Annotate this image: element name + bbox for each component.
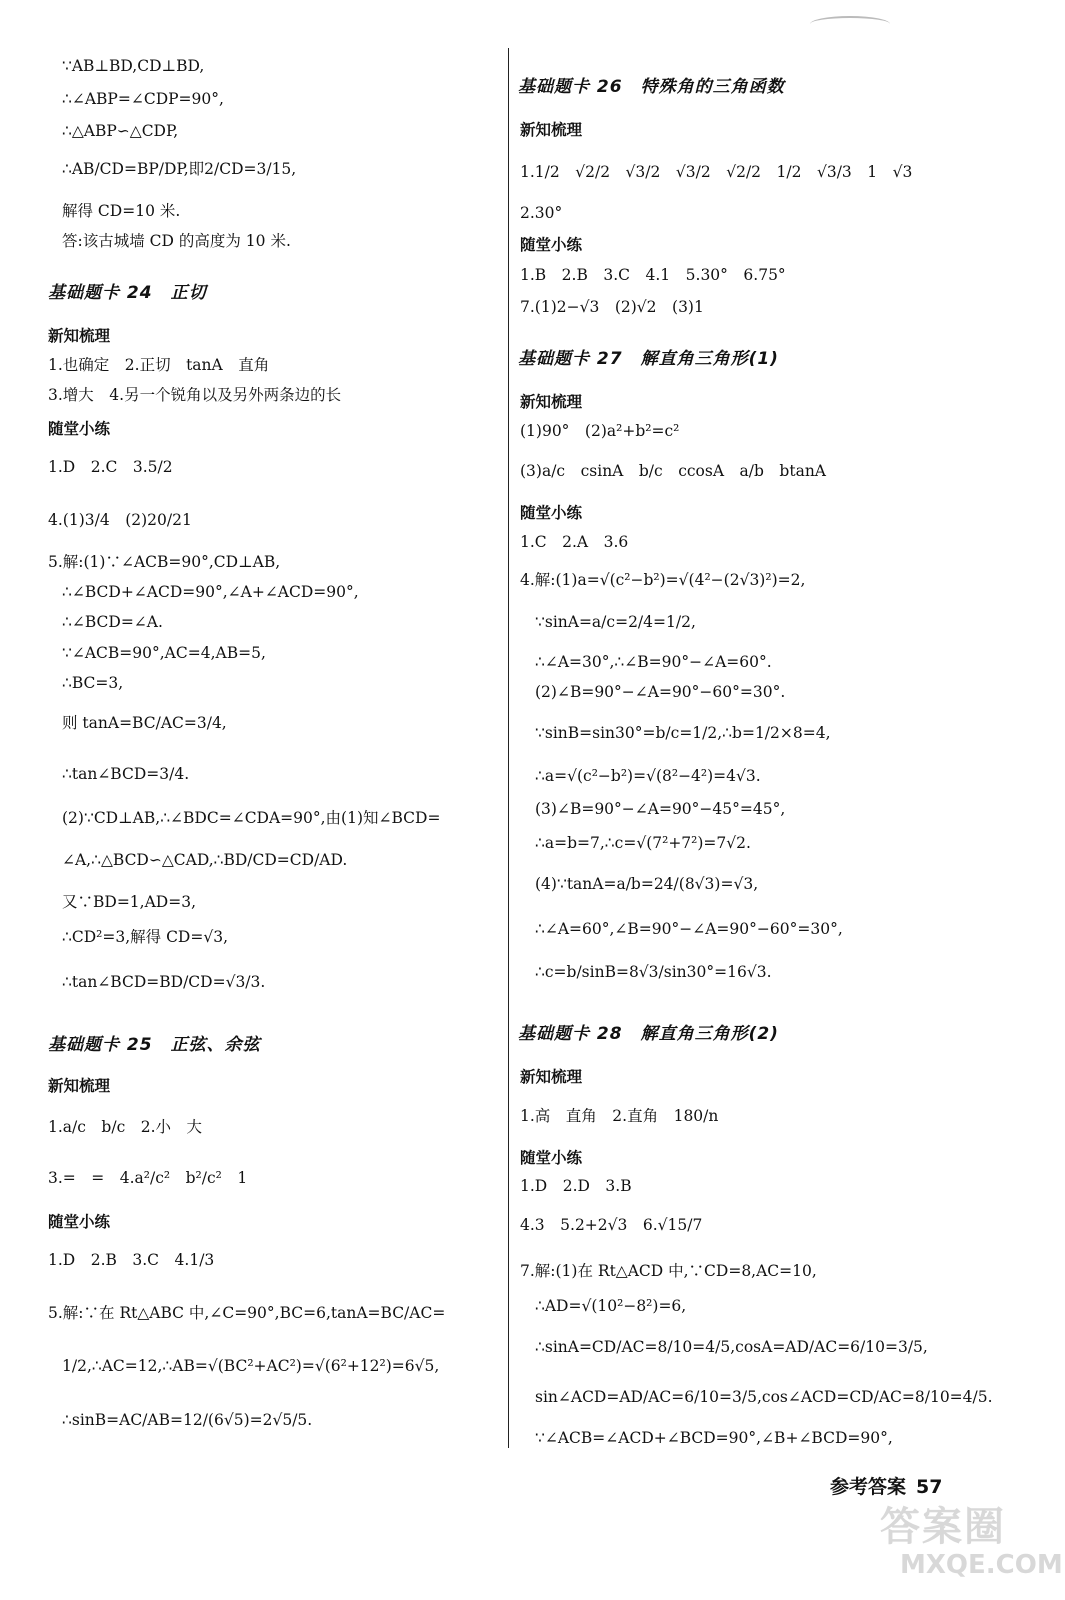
text-line: (2)∵CD⊥AB,∴∠BDC=∠CDA=90°,由(1)知∠BCD=	[62, 809, 441, 827]
text-line: ∴∠ABP=∠CDP=90°,	[62, 90, 224, 108]
text-line: ∴∠A=60°,∠B=90°−∠A=90°−60°=30°,	[535, 920, 843, 938]
text-line: 解得 CD=10 米.	[62, 202, 181, 220]
text-line: 1.也确定 2.正切 tanA 直角	[48, 356, 270, 374]
text-line: 1.a/c b/c 2.小 大	[48, 1118, 203, 1136]
text-line: 1.C 2.A 3.6	[520, 533, 629, 551]
text-line: 答:该古城墙 CD 的高度为 10 米.	[62, 232, 291, 250]
section-heading: 新知梳理	[520, 121, 583, 139]
page-number: 57	[916, 1476, 943, 1498]
text-line: 3.= = 4.a²/c² b²/c² 1	[48, 1169, 248, 1187]
text-line: ∴tan∠BCD=BD/CD=√3/3.	[62, 973, 266, 991]
text-line: ∴a=√(c²−b²)=√(8²−4²)=4√3.	[535, 767, 761, 785]
text-line: ∴sinA=CD/AC=8/10=4/5,cosA=AD/AC=6/10=3/5,	[535, 1338, 928, 1356]
text-line: (3)a/c csinA b/c ccosA a/b btanA	[520, 462, 826, 480]
text-line: ∴CD²=3,解得 CD=√3,	[62, 928, 229, 946]
card-25-title: 基础题卡 25 正弦、余弦	[48, 1035, 261, 1055]
text-line: (4)∵tanA=a/b=24/(8√3)=√3,	[535, 875, 759, 893]
text-line: 5.解:(1)∵∠ACB=90°,CD⊥AB,	[48, 553, 281, 571]
section-heading: 新知梳理	[48, 327, 111, 345]
text-line: (3)∠B=90°−∠A=90°−45°=45°,	[535, 800, 786, 818]
watermark-url: MXQE.COM	[900, 1550, 1063, 1580]
text-line: 4.3 5.2+2√3 6.√15/7	[520, 1216, 703, 1234]
text-line: ∴sinB=AC/AB=12/(6√5)=2√5/5.	[62, 1411, 313, 1429]
text-line: ∵AB⊥BD,CD⊥BD,	[62, 57, 205, 75]
text-line: ∴tan∠BCD=3/4.	[62, 765, 190, 783]
text-line: 1.D 2.D 3.B	[520, 1177, 632, 1195]
text-line: 7.(1)2−√3 (2)√2 (3)1	[520, 298, 704, 316]
text-line: ∵sinB=sin30°=b/c=1/2,∴b=1/2×8=4,	[535, 724, 831, 742]
card-24-title: 基础题卡 24 正切	[48, 283, 207, 303]
text-line: 1.D 2.B 3.C 4.1/3	[48, 1251, 215, 1269]
column-divider	[508, 48, 509, 1448]
text-line: ∴△ABP∽△CDP,	[62, 122, 179, 140]
section-heading: 新知梳理	[520, 1068, 583, 1086]
card-28-title: 基础题卡 28 解直角三角形(2)	[518, 1024, 779, 1044]
text-line: ∴c=b/sinB=8√3/sin30°=16√3.	[535, 963, 772, 981]
section-heading: 随堂小练	[520, 504, 583, 522]
top-decoration	[810, 16, 890, 32]
watermark-logo: 答案圈	[880, 1504, 1006, 1550]
text-line: ∴AD=√(10²−8²)=6,	[535, 1297, 687, 1315]
section-heading: 新知梳理	[520, 393, 583, 411]
section-heading: 随堂小练	[520, 236, 583, 254]
text-line: sin∠ACD=AD/AC=6/10=3/5,cos∠ACD=CD/AC=8/10=4/5.	[535, 1388, 993, 1406]
text-line: 1.D 2.C 3.5/2	[48, 458, 173, 476]
card-27-title: 基础题卡 27 解直角三角形(1)	[518, 349, 779, 369]
text-line: 7.解:(1)在 Rt△ACD 中,∵CD=8,AC=10,	[520, 1262, 817, 1280]
text-line: ∴∠BCD=∠A.	[62, 613, 163, 631]
section-heading: 新知梳理	[48, 1077, 111, 1095]
text-line: (2)∠B=90°−∠A=90°−60°=30°.	[535, 683, 786, 701]
text-line: 4.(1)3/4 (2)20/21	[48, 511, 192, 529]
text-line: ∠A,∴△BCD∽△CAD,∴BD/CD=CD/AD.	[62, 851, 348, 869]
text-line: ∵∠ACB=90°,AC=4,AB=5,	[62, 644, 266, 662]
text-line: (1)90° (2)a²+b²=c²	[520, 422, 680, 440]
text-line: 2.30°	[520, 204, 563, 222]
text-line: ∴a=b=7,∴c=√(7²+7²)=7√2.	[535, 834, 751, 852]
text-line: ∴AB/CD=BP/DP,即2/CD=3/15,	[62, 160, 297, 178]
text-line: 4.解:(1)a=√(c²−b²)=√(4²−(2√3)²)=2,	[520, 571, 806, 589]
footer-label: 参考答案	[830, 1476, 907, 1498]
text-line: ∵∠ACB=∠ACD+∠BCD=90°,∠B+∠BCD=90°,	[535, 1429, 893, 1447]
card-26-title: 基础题卡 26 特殊角的三角函数	[518, 77, 785, 97]
text-line: ∴∠BCD+∠ACD=90°,∠A+∠ACD=90°,	[62, 583, 359, 601]
text-line: 1/2,∴AC=12,∴AB=√(BC²+AC²)=√(6²+12²)=6√5,	[62, 1357, 440, 1375]
text-line: ∴BC=3,	[62, 674, 124, 692]
section-heading: 随堂小练	[48, 1213, 111, 1231]
text-line: 又∵BD=1,AD=3,	[62, 893, 196, 911]
text-line: 1.B 2.B 3.C 4.1 5.30° 6.75°	[520, 266, 786, 284]
text-line: ∵sinA=a/c=2/4=1/2,	[535, 613, 696, 631]
text-line: 则 tanA=BC/AC=3/4,	[62, 714, 227, 732]
text-line: ∴∠A=30°,∴∠B=90°−∠A=60°.	[535, 653, 772, 671]
section-heading: 随堂小练	[48, 420, 111, 438]
text-line: 3.增大 4.另一个锐角以及另外两条边的长	[48, 386, 342, 404]
text-line: 1.高 直角 2.直角 180/n	[520, 1107, 719, 1125]
section-heading: 随堂小练	[520, 1149, 583, 1167]
text-line: 1.1/2 √2/2 √3/2 √3/2 √2/2 1/2 √3/3 1 √3	[520, 163, 913, 181]
text-line: 5.解:∵在 Rt△ABC 中,∠C=90°,BC=6,tanA=BC/AC=	[48, 1304, 446, 1322]
